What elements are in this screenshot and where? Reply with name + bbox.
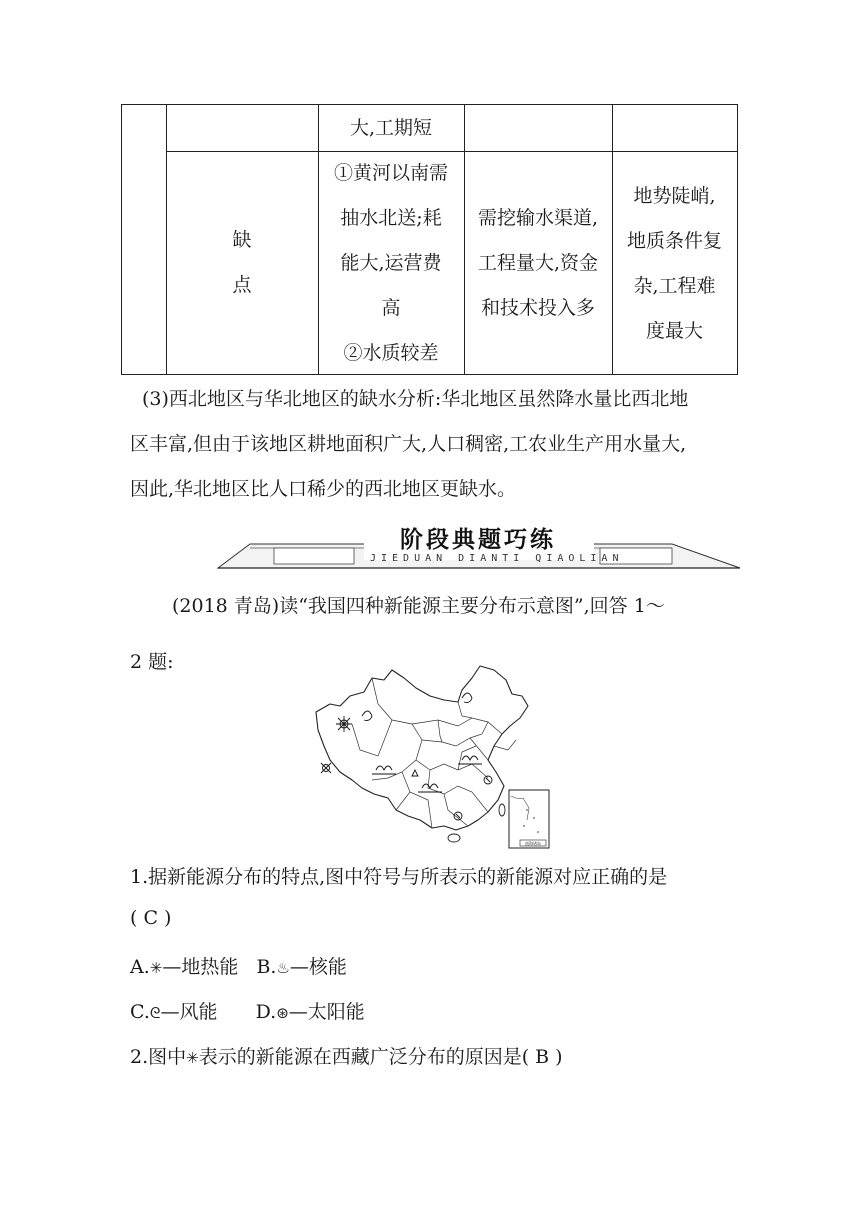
paragraph-analysis: (3)西北地区与华北地区的缺水分析:华北地区虽然降水量比西北地 区丰富,但由于该地区耕地面积广大,人口稠密,工农业生产用水量大, 因此,华北地区比人口稀少的西北地区更缺水。	[130, 388, 689, 500]
china-energy-map	[312, 660, 558, 852]
table-cell: 地势陡峭, 地质条件复 杂,工程难 度最大	[626, 185, 722, 342]
nuclear-symbol-icon: ♨	[276, 959, 290, 977]
question-1-answer: ( C )	[130, 907, 172, 929]
geothermal-symbol-icon: ✳	[186, 1049, 199, 1067]
table-cell: ①黄河以南需 抽水北送;耗 能大,运营费 高 ②水质较差	[333, 162, 448, 364]
wind-symbol-icon: ᘓ	[149, 1004, 161, 1022]
table-cell-label: 缺 点	[232, 229, 252, 296]
table-cell: 需挖输水渠道, 工程量大,资金 和技术投入多	[477, 207, 599, 319]
question-2-stem: 2.图中✳表示的新能源在西藏广泛分布的原因是( B )	[130, 1046, 563, 1068]
geothermal-symbol-icon: ✳	[149, 959, 163, 977]
banner-title: 阶段典题巧练	[400, 527, 556, 553]
map-inset-label: 南海诸岛	[525, 841, 541, 846]
question-intro: (2018 青岛)读“我国四种新能源主要分布示意图”,回答 1～ 2 题:	[130, 595, 665, 673]
question-1-options-cd: C.ᘓ—风能 D.⊛—太阳能	[130, 1001, 365, 1023]
question-1-stem: 1.据新能源分布的特点,图中符号与所表示的新能源对应正确的是	[130, 866, 668, 888]
banner-subtitle: JIEDUAN DIANTI QIAOLIAN	[370, 553, 624, 564]
table-cell: 大,工期短	[349, 117, 433, 139]
question-1-options-ab: A.✳—地热能 B.♨—核能	[130, 956, 347, 978]
solar-symbol-icon: ⊛	[276, 1004, 289, 1022]
